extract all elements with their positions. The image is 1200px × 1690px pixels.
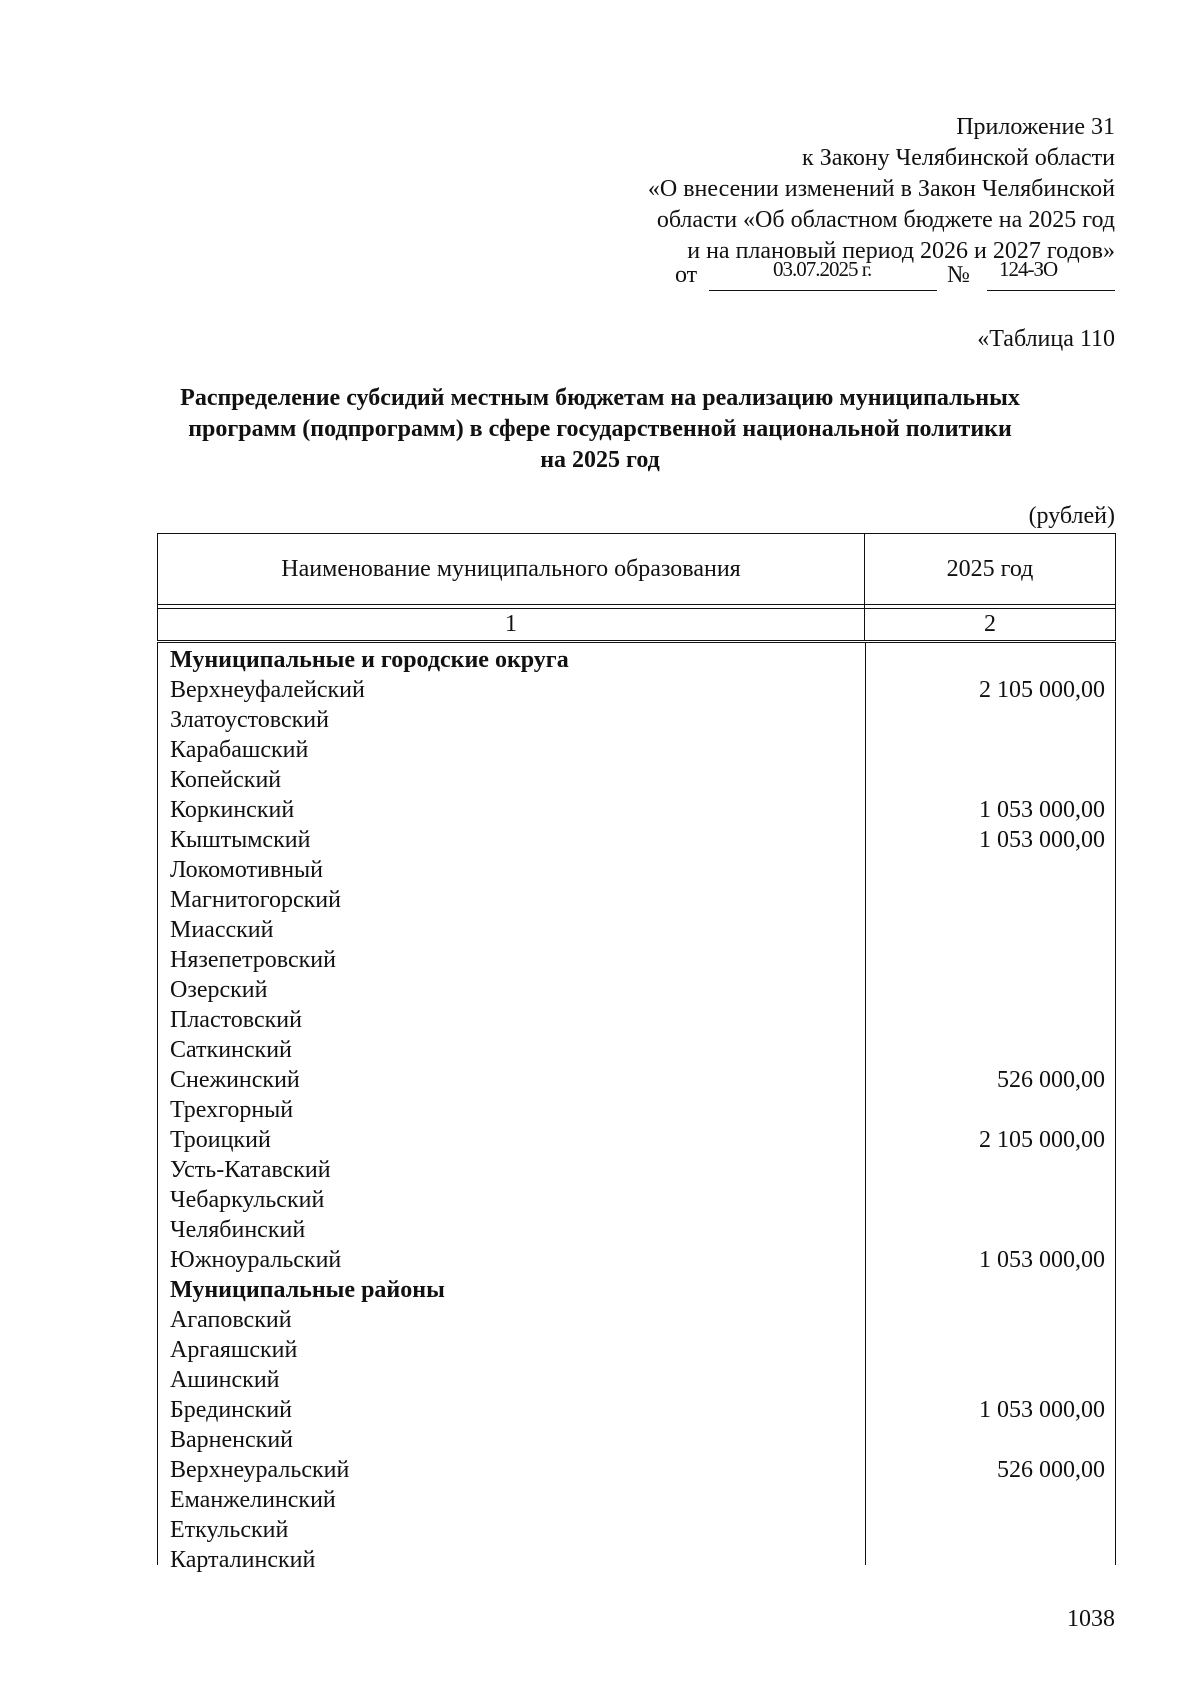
municipality-name: Снежинский xyxy=(170,1067,300,1093)
column-header-year: 2025 год xyxy=(865,534,1116,605)
subsidy-amount: 2 105 000,00 xyxy=(979,677,1105,703)
table-row xyxy=(158,1455,1116,1485)
law-number: 124-ЗО xyxy=(999,257,1058,281)
table-row xyxy=(158,1005,1116,1035)
municipality-name: Агаповский xyxy=(170,1307,292,1333)
subsidy-amount: 2 105 000,00 xyxy=(979,1127,1105,1153)
municipality-name: Еткульский xyxy=(170,1517,289,1543)
subsidy-amount: 1 053 000,00 xyxy=(979,797,1105,823)
number-label: № xyxy=(947,262,970,288)
municipality-name: Златоустовский xyxy=(170,707,329,733)
municipality-name: Аргаяшский xyxy=(170,1337,298,1363)
municipality-name: Челябинский xyxy=(170,1217,306,1243)
header-line: «О внесении изменений в Закон Челябинской xyxy=(647,176,1115,202)
table-row xyxy=(158,1335,1116,1365)
title-line: Распределение субсидий местным бюджетам на реализацию муниципальных xyxy=(180,385,1020,411)
section-title: Муниципальные районы xyxy=(170,1277,445,1303)
municipality-name: Кыштымский xyxy=(170,827,311,853)
municipality-name: Ашинский xyxy=(170,1367,280,1393)
appendix-header xyxy=(575,112,1115,267)
table-row xyxy=(158,915,1116,945)
table-row xyxy=(158,1515,1116,1545)
document-title xyxy=(150,383,1050,476)
subsidy-amount: 1 053 000,00 xyxy=(979,1247,1105,1273)
municipality-name: Еманжелинский xyxy=(170,1487,336,1513)
municipality-name: Верхнеуральский xyxy=(170,1457,350,1483)
table-row xyxy=(158,675,1116,705)
subsidy-amount: 1 053 000,00 xyxy=(979,827,1105,853)
municipality-name: Магнитогорский xyxy=(170,887,341,913)
municipality-name: Миасский xyxy=(170,917,274,943)
table-row xyxy=(158,1305,1116,1335)
municipality-name: Брединский xyxy=(170,1397,293,1423)
table-row xyxy=(158,1215,1116,1245)
municipality-name: Нязепетровский xyxy=(170,947,336,973)
municipality-name: Усть-Катавский xyxy=(170,1157,331,1183)
municipality-name: Варненский xyxy=(170,1427,293,1453)
table-row xyxy=(158,975,1116,1005)
table-row xyxy=(158,1065,1116,1095)
title-line: на 2025 год xyxy=(540,447,660,473)
subsidy-table-header xyxy=(157,533,1116,641)
subsidy-amount: 526 000,00 xyxy=(997,1457,1105,1483)
table-row xyxy=(158,1395,1116,1425)
column-number: 2 xyxy=(865,609,1116,641)
header-line: области «Об областном бюджете на 2025 год xyxy=(656,207,1115,233)
from-label: от xyxy=(675,262,698,288)
header-line: к Закону Челябинской области xyxy=(802,145,1115,171)
table-row xyxy=(158,825,1116,855)
column-number: 1 xyxy=(158,609,865,641)
title-line: программ (подпрограмм) в сфере государственной национальной политики xyxy=(188,416,1012,442)
municipality-name: Озерский xyxy=(170,977,268,1003)
header-line: Приложение 31 xyxy=(956,114,1115,140)
section-row xyxy=(158,1275,1116,1305)
table-row xyxy=(158,1095,1116,1125)
table-row xyxy=(158,705,1116,735)
table-row xyxy=(158,855,1116,885)
table-rows xyxy=(158,645,1116,1575)
municipality-name: Карталинский xyxy=(170,1547,316,1573)
municipality-name: Трехгорный xyxy=(170,1097,294,1123)
table-row xyxy=(158,795,1116,825)
municipality-name: Верхнеуфалейский xyxy=(170,677,365,703)
subsidy-amount: 526 000,00 xyxy=(997,1067,1105,1093)
table-row xyxy=(158,1545,1116,1575)
municipality-name: Коркинский xyxy=(170,797,295,823)
table-row xyxy=(158,1485,1116,1515)
unit-label: (рублей) xyxy=(1028,503,1115,529)
municipality-name: Чебаркульский xyxy=(170,1187,325,1213)
municipality-name: Южноуральский xyxy=(170,1247,342,1273)
section-title: Муниципальные и городские округа xyxy=(170,647,569,673)
table-row xyxy=(158,885,1116,915)
page-number: 1038 xyxy=(1067,1606,1115,1632)
table-row xyxy=(158,735,1116,765)
subsidy-table-body xyxy=(157,642,1116,1573)
table-label: «Таблица 110 xyxy=(977,326,1115,352)
municipality-name: Локомотивный xyxy=(170,857,324,883)
municipality-name: Троицкий xyxy=(170,1127,271,1153)
municipality-name: Саткинский xyxy=(170,1037,292,1063)
municipality-name: Пластовский xyxy=(170,1007,302,1033)
table-row xyxy=(158,1425,1116,1455)
table-row xyxy=(158,1245,1116,1275)
table-row xyxy=(158,945,1116,975)
municipality-name: Карабашский xyxy=(170,737,309,763)
table-row xyxy=(158,765,1116,795)
table-row xyxy=(158,1365,1116,1395)
table-row xyxy=(158,1035,1116,1065)
section-row xyxy=(158,645,1116,675)
table-row xyxy=(158,1125,1116,1155)
table-row xyxy=(158,1185,1116,1215)
subsidy-amount: 1 053 000,00 xyxy=(979,1397,1105,1423)
law-date: 03.07.2025 г. xyxy=(773,257,872,281)
municipality-name: Копейский xyxy=(170,767,282,793)
column-header-name: Наименование муниципального образования xyxy=(158,534,865,605)
table-row xyxy=(158,1155,1116,1185)
header-line: и на плановый период 2026 и 2027 годов» xyxy=(687,238,1115,264)
law-date-number xyxy=(675,257,1115,294)
